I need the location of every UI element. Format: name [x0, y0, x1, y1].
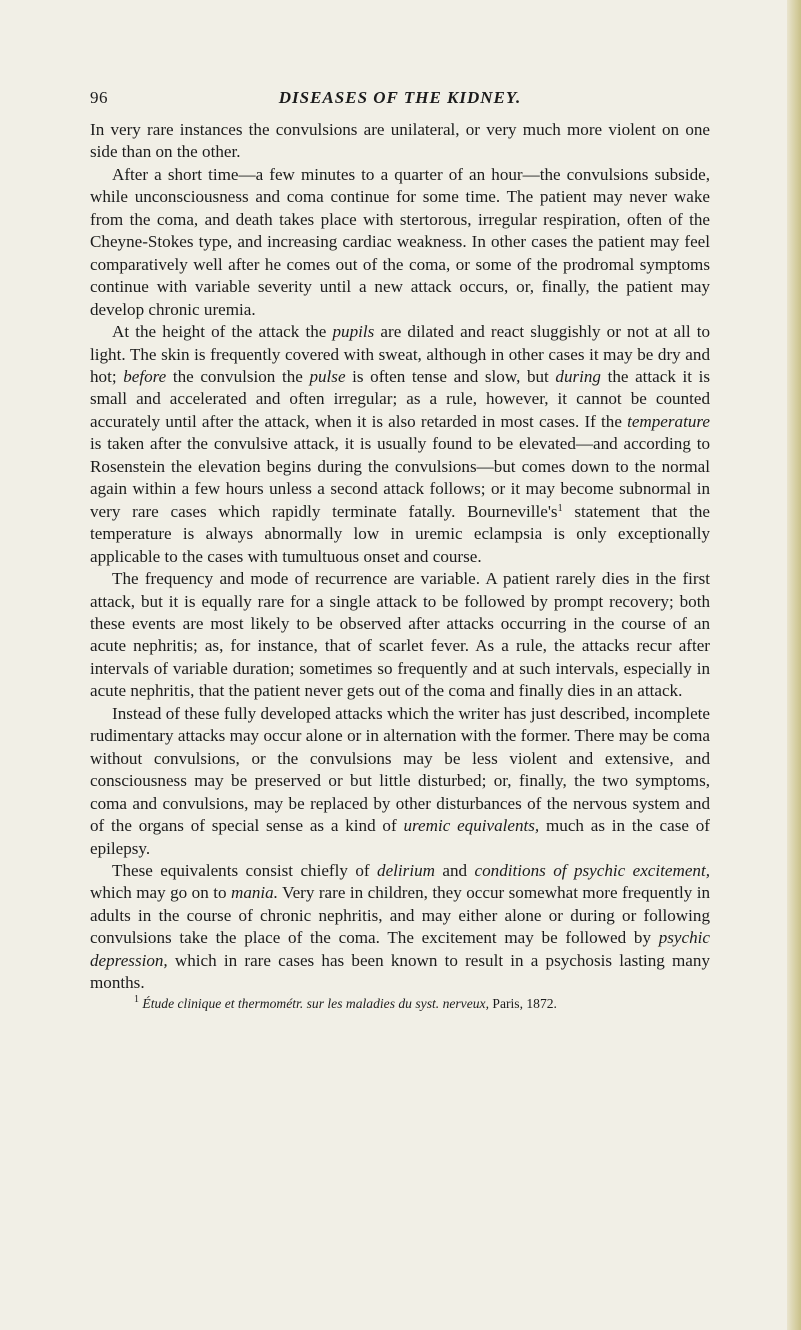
footnote: [90, 995, 710, 1013]
footnote-rest: Paris, 1872.: [488, 995, 557, 1011]
footnote-reference: 1: [557, 502, 563, 514]
p6-text: Very rare in children, they occur somewhat more frequently in adults in the course of chronic nephritis, and may either alone or during or following convulsions take the place of the coma. The excitement may be followed by: [90, 883, 710, 948]
p6-emphasis: conditions of psychic excitement,: [474, 860, 710, 880]
p6-text: These equivalents consist chiefly of: [112, 860, 378, 880]
p6-text: which may go on to: [90, 883, 231, 903]
page-number: 96: [90, 88, 108, 107]
p3-emphasis: pulse: [309, 366, 346, 386]
p6-emphasis: psychic depression,: [90, 928, 710, 970]
p5-text: Instead of these fully developed attacks which the writer has just described, incomplete rudimentary attacks may occur alone or in alternation with the former. There may be coma without convulsions, or the convulsions may be less violent and extensive, and consciousness may be preserved or but little disturbed; or, finally, the two symptoms, coma and convulsions, may be replaced by other disturbances of the nervous system and of the organs of special sense as a kind of: [90, 703, 710, 836]
p5-emphasis: uremic equivalents,: [403, 816, 540, 836]
p6-emphasis: delirium: [377, 860, 435, 880]
p3-emphasis: temperature: [627, 411, 710, 431]
paragraph-2: After a short time—a few minutes to a quarter of an hour—the convulsions subside, while unconsciousness and coma continue for some time. The patient may never wake from the coma, and death takes place with stertorous, irregular respiration, often of the Cheyne-Stokes type, and increasing cardiac weakness. In other cases the patient may feel comparatively well after he comes out of the coma, or some of the prodromal symptoms continue with variable severity until a new attack occurs, or, finally, the patient may develop chronic uremia.: [90, 164, 710, 319]
p6-text: which in rare cases has been known to result in a psychosis lasting many months.: [90, 950, 710, 993]
footnote-mark: 1: [134, 993, 139, 1005]
page-header: [90, 88, 710, 112]
body-text: [90, 119, 710, 1013]
p3-text: is often tense and slow, but: [345, 366, 556, 386]
p3-emphasis: before: [123, 366, 167, 386]
p3-text: At the height of the attack the: [112, 322, 333, 342]
footnote-title: Étude clinique et thermométr. sur les maladies du syst. nerveux,: [142, 995, 489, 1011]
p3-text: the convulsion the: [166, 366, 310, 386]
p6-text: and: [434, 860, 475, 880]
p3-emphasis: pupils: [332, 322, 375, 342]
paragraph-5: [90, 703, 710, 860]
paragraph-6: [90, 860, 710, 995]
p3-text: is taken after the convulsive attack, it is usually found to be elevated—and according to Rosenstein the elevation begins during the convulsions—but comes down to the normal again within a few hours unless a second attack follows; or it may become subnormal in very rare cases which rapidly terminate fatally. Bourneville's: [90, 434, 710, 521]
paragraph-1: In very rare instances the convulsions are unilateral, or very much more violent on one side than on the other.: [90, 120, 710, 162]
p3-emphasis: during: [555, 366, 601, 386]
paragraph-3: [90, 321, 710, 568]
p3-text: statement that the temperature is always abnormally low in uremic eclampsia is only exceptionally applicable to the cases with tumultuous onset and course.: [90, 501, 710, 566]
p3-text: the attack it is small and accelerated and often irregular; as a rule, however, it cannot be counted accurately until after the attack, when it is also retarded in most cases. If the: [90, 366, 710, 431]
paragraph-4: The frequency and mode of recurrence are variable. A patient rarely dies in the first attack, but it is equally rare for a single attack to be followed by prompt recovery; both these events are most likely to be observed after attacks occurring in the course of an acute nephritis; as, for instance, that of scarlet fever. As a rule, the attacks recur after intervals of variable duration; sometimes so frequently and at such intervals, especially in acute nephritis, that the patient never gets out of the coma and finally dies in an attack.: [90, 569, 710, 701]
p6-emphasis: mania.: [230, 883, 278, 903]
p3-text: are dilated and react sluggishly or not at all to light. The skin is frequently covered with sweat, although in other cases it may be dry and hot;: [90, 322, 710, 386]
page-edge: [787, 0, 801, 1330]
running-title: DISEASES OF THE KIDNEY.: [278, 88, 522, 107]
p5-text: much as in the case of epilepsy.: [90, 816, 710, 858]
